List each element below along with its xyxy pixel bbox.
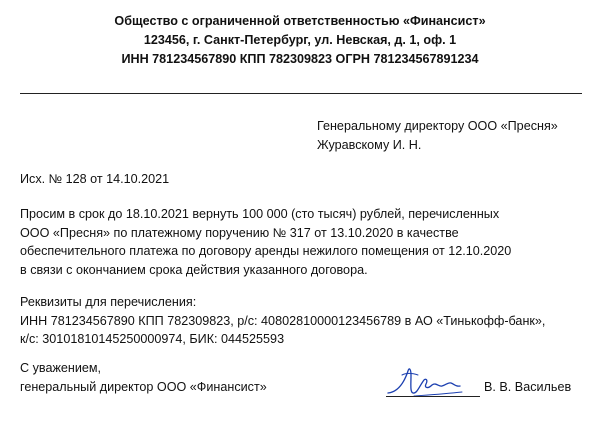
body-line: обеспечительного платежа по договору аренды нежилого помещения от 12.10.2020 — [20, 244, 512, 258]
body-line: в связи с окончанием срока действия указанного договора. — [20, 262, 368, 277]
requisites-line: ИНН 781234567890 КПП 782309823, р/с: 40802810000123456789 в АО «Тинькофф-банк», — [20, 313, 546, 328]
header-divider — [20, 93, 582, 94]
signer-name: В. В. Васильев — [484, 380, 572, 394]
signature-line — [386, 396, 480, 397]
company-name: Общество с ограниченной ответственностью «Финансист» — [114, 14, 486, 28]
requisites-heading: Реквизиты для перечисления: — [20, 295, 197, 309]
outgoing-reference: Исх. № 128 от 14.10.2021 — [20, 172, 170, 186]
signer-position: генеральный директор ООО «Финансист» — [20, 379, 267, 394]
recipient-name: Журавскому И. Н. — [317, 137, 422, 152]
body-line: ООО «Пресня» по платежному поручению № 317 от 13.10.2020 в качестве — [20, 225, 459, 240]
letterhead — [0, 12, 600, 69]
closing-greeting: С уважением, — [20, 361, 102, 375]
company-registration: ИНН 781234567890 КПП 782309823 ОГРН 781234567891234 — [121, 52, 479, 66]
company-address: 123456, г. Санкт-Петербург, ул. Невская, д. 1, оф. 1 — [143, 33, 457, 47]
requisites-line: к/с: 30101810145250000974, БИК: 044525593 — [20, 332, 285, 346]
closing-block — [20, 359, 267, 396]
body-line: Просим в срок до 18.10.2021 вернуть 100 000 (сто тысяч) рублей, перечисленных — [20, 207, 500, 221]
recipient-block — [317, 117, 558, 154]
payment-requisites — [20, 293, 545, 349]
recipient-position: Генеральному директору ООО «Пресня» — [317, 119, 558, 133]
letter-body — [20, 205, 511, 279]
